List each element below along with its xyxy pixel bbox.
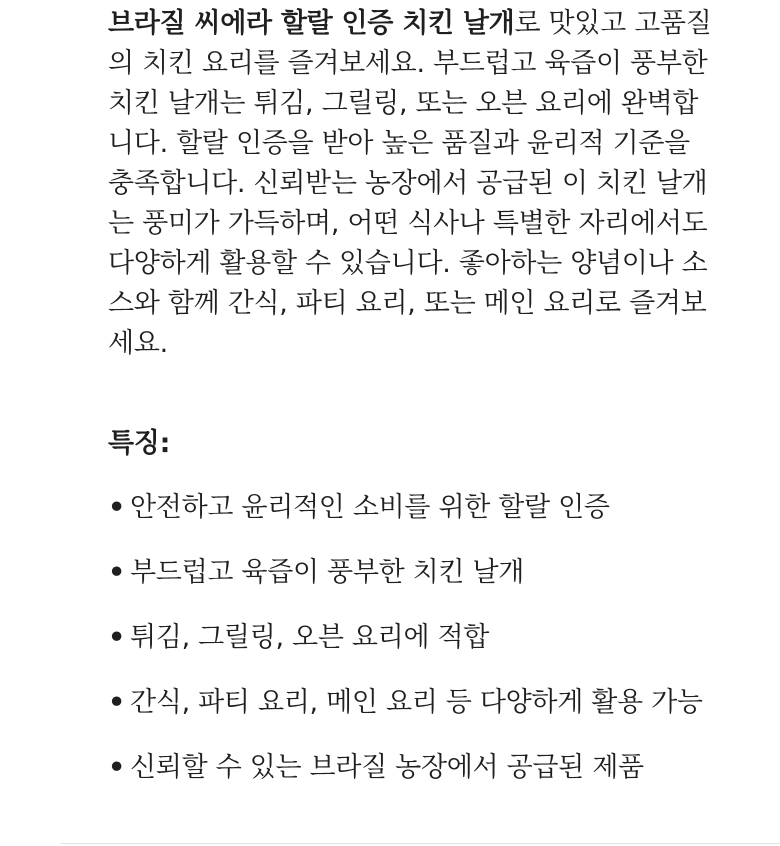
product-description-section xyxy=(108,0,748,783)
description-line: 치킨 날개는 튀김, 그릴링, 또는 오븐 요리에 완벽합 xyxy=(108,88,699,119)
description-line xyxy=(108,4,748,44)
description-text: 로 맛있고 고품질 xyxy=(514,8,712,39)
feature-text: 간식, 파티 요리, 메인 요리 등 다양하게 활용 가능 xyxy=(130,687,703,718)
description-line: 스와 함께 간식, 파티 요리, 또는 메인 요리로 즐겨보 xyxy=(108,288,707,319)
description-line: 니다. 할랄 인증을 받아 높은 품질과 윤리적 기준을 xyxy=(108,128,690,159)
description-line: 충족합니다. 신뢰받는 농장에서 공급된 이 치킨 날개 xyxy=(108,168,708,199)
product-name-highlight: 브라질 씨에라 할랄 인증 치킨 날개 xyxy=(108,8,515,39)
bullet-icon: • xyxy=(108,557,125,588)
description-line: 세요. xyxy=(108,328,168,359)
feature-item xyxy=(108,683,703,748)
description-line: 다양하게 활용할 수 있습니다. 좋아하는 양념이나 소 xyxy=(108,248,708,279)
product-description xyxy=(108,0,748,364)
feature-item xyxy=(108,553,703,618)
feature-item xyxy=(108,748,703,813)
description-line: 는 풍미가 가득하며, 어떤 식사나 특별한 자리에서도 xyxy=(108,208,708,239)
feature-item xyxy=(108,488,703,553)
feature-text: 튀김, 그릴링, 오븐 요리에 적합 xyxy=(130,622,490,653)
feature-text: 신뢰할 수 있는 브라질 농장에서 공급된 제품 xyxy=(130,752,644,783)
feature-text: 부드럽고 육즙이 풍부한 치킨 날개 xyxy=(130,557,525,588)
bullet-icon: • xyxy=(108,492,125,523)
description-line: 의 치킨 요리를 즐겨보세요. 부드럽고 육즙이 풍부한 xyxy=(108,48,708,79)
feature-item xyxy=(108,618,703,683)
features-heading: 특징: xyxy=(108,428,171,459)
section-divider xyxy=(60,843,780,844)
bullet-icon: • xyxy=(108,687,125,718)
feature-text: 안전하고 윤리적인 소비를 위한 할랄 인증 xyxy=(130,492,610,523)
features-list xyxy=(108,488,703,813)
bullet-icon: • xyxy=(108,622,125,653)
bullet-icon: • xyxy=(108,752,125,783)
